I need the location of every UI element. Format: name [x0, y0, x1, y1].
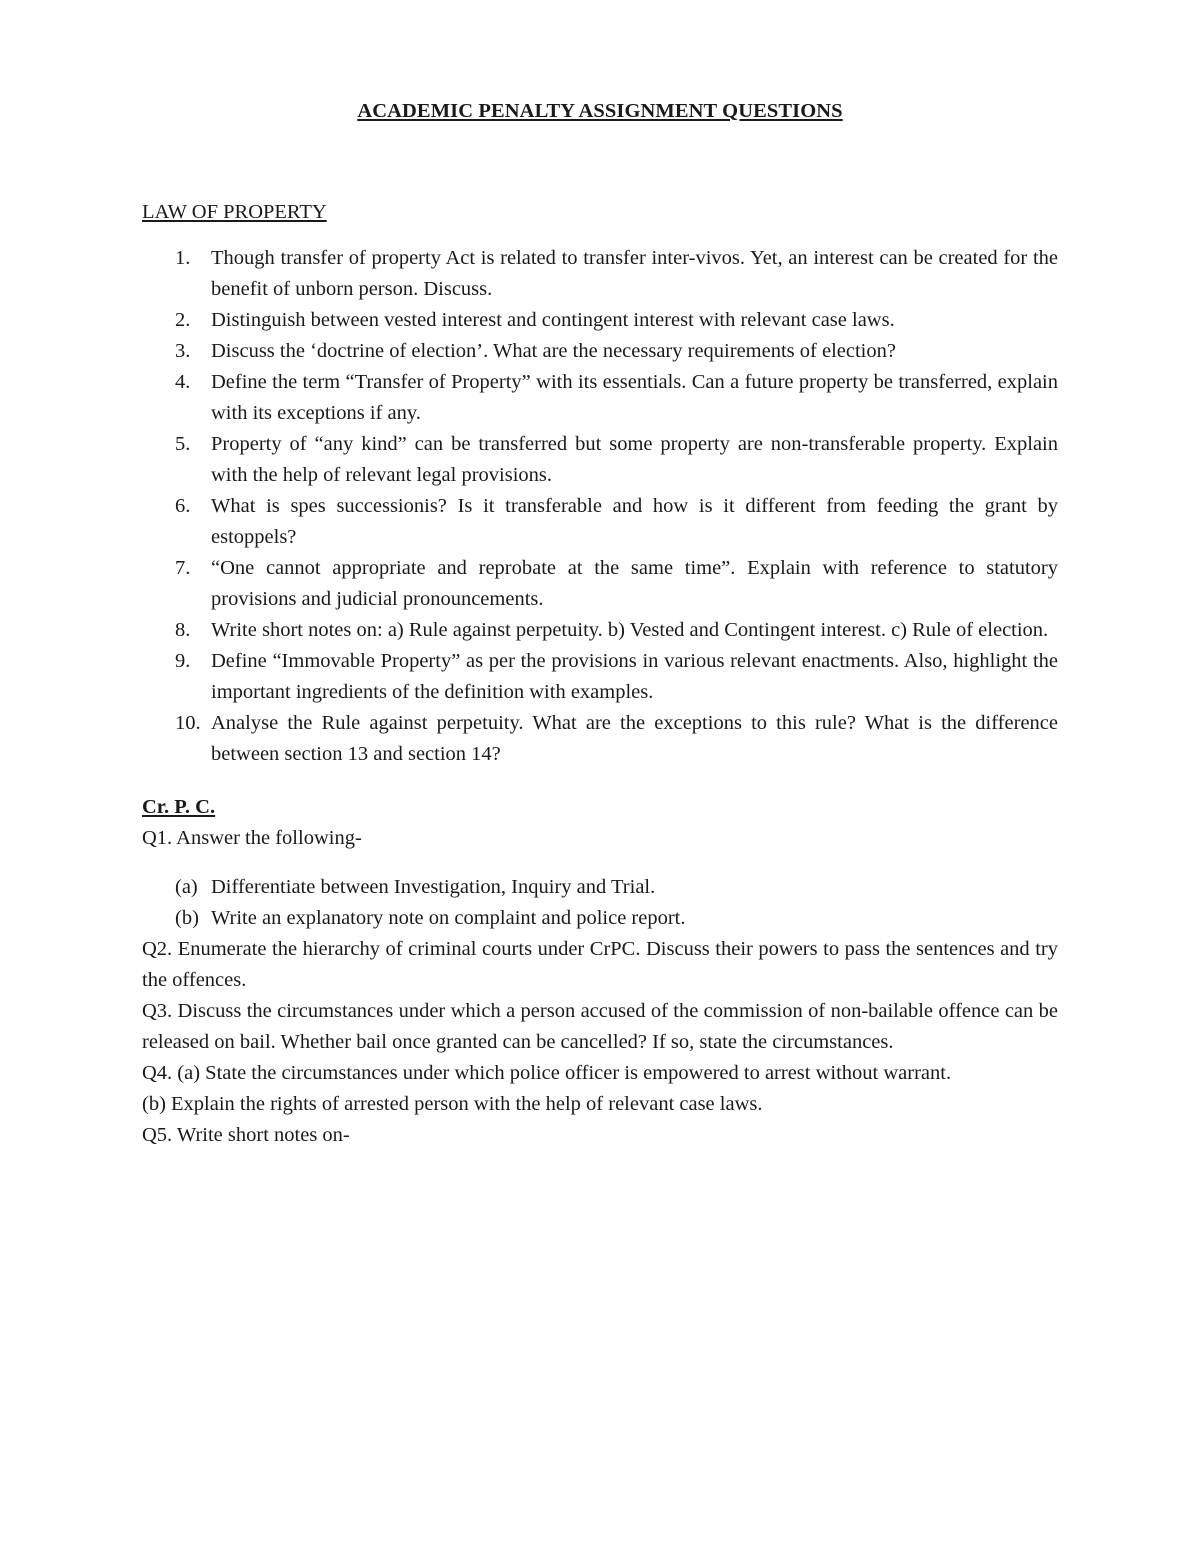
list-item [142, 708, 1058, 770]
document-page [142, 96, 1058, 1151]
crpc-q4b: (b) Explain the rights of arrested person with the help of relevant case laws. [142, 1093, 763, 1115]
part-text: Differentiate between Investigation, Inquiry and Trial. [211, 876, 656, 898]
question-text: Define “Immovable Property” as per the provisions in various relevant enactments. Also, highlight the important ingredients of the definition with examples. [211, 650, 1058, 703]
crpc-q3: Q3. Discuss the circumstances under which a person accused of the commission of non-bailable offence can be released on bail. Whether bail once granted can be cancelled? If so, state the circumstances. [142, 1000, 1058, 1053]
list-item [142, 429, 1058, 491]
crpc-q1: Q1. Answer the following- [142, 827, 362, 849]
crpc-q2: Q2. Enumerate the hierarchy of criminal courts under CrPC. Discuss their powers to pass the sentences and try the offences. [142, 938, 1058, 991]
list-item [142, 872, 1058, 903]
list-item [142, 615, 1058, 646]
question-number: 9. [175, 650, 191, 672]
list-item [142, 903, 1058, 934]
document-title: ACADEMIC PENALTY ASSIGNMENT QUESTIONS [357, 100, 843, 122]
question-number: 4. [175, 371, 191, 393]
question-text: Distinguish between vested interest and contingent interest with relevant case laws. [211, 309, 895, 331]
question-text: Property of “any kind” can be transferred but some property are non-transferable property. Explain with the help of relevant legal provisions. [211, 433, 1058, 486]
law-of-property-questions [142, 243, 1058, 770]
question-number: 6. [175, 495, 191, 517]
question-text: Though transfer of property Act is related to transfer inter-vivos. Yet, an interest can be created for the benefit of unborn person. Discuss. [211, 247, 1058, 300]
question-text: Write short notes on: a) Rule against perpetuity. b) Vested and Contingent interest. c) Rule of election. [211, 619, 1049, 641]
crpc-q1-parts [142, 872, 1058, 934]
list-item [142, 646, 1058, 708]
question-number: 10. [175, 712, 201, 734]
question-text: “One cannot appropriate and reprobate at the same time”. Explain with reference to statutory provisions and judicial pronouncements. [211, 557, 1058, 610]
list-item [142, 243, 1058, 305]
part-label: (b) [175, 907, 199, 929]
list-item [142, 491, 1058, 553]
part-label: (a) [175, 876, 198, 898]
list-item [142, 305, 1058, 336]
question-text: Define the term “Transfer of Property” with its essentials. Can a future property be transferred, explain with its exceptions if any. [211, 371, 1058, 424]
crpc-heading: Cr. P. C. [142, 796, 216, 818]
question-number: 2. [175, 309, 191, 331]
part-text: Write an explanatory note on complaint and police report. [211, 907, 686, 929]
crpc-q5: Q5. Write short notes on- [142, 1124, 350, 1146]
list-item [142, 553, 1058, 615]
law-of-property-heading: LAW OF PROPERTY [142, 201, 327, 223]
crpc-q4a: Q4. (a) State the circumstances under which police officer is empowered to arrest without warrant. [142, 1062, 952, 1084]
list-item [142, 336, 1058, 367]
question-number: 3. [175, 340, 191, 362]
question-text: Analyse the Rule against perpetuity. What are the exceptions to this rule? What is the difference between section 13 and section 14? [211, 712, 1058, 765]
question-number: 1. [175, 247, 191, 269]
question-number: 5. [175, 433, 191, 455]
list-item [142, 367, 1058, 429]
question-text: What is spes successionis? Is it transferable and how is it different from feeding the grant by estoppels? [211, 495, 1058, 548]
question-number: 8. [175, 619, 191, 641]
question-text: Discuss the ‘doctrine of election’. What are the necessary requirements of election? [211, 340, 896, 362]
question-number: 7. [175, 557, 191, 579]
